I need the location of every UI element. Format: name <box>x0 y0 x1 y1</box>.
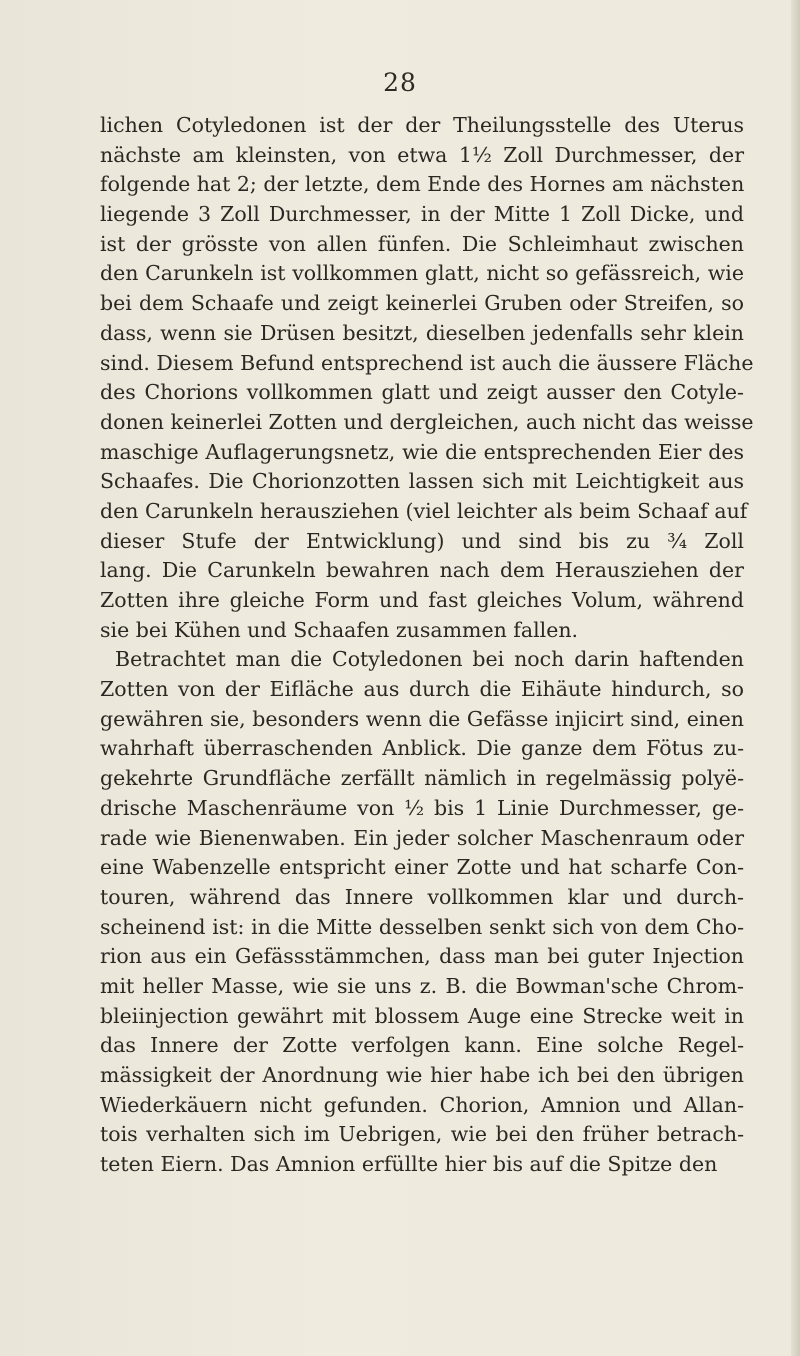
text-line: sind. Diesem Befund entsprechend ist auch die äussere Fläche <box>100 350 754 375</box>
text-line: Wiederkäuern nicht gefunden. Chorion, Amnion und Allan- <box>100 1092 744 1117</box>
text-line: gekehrte Grundfläche zerfällt nämlich in regelmässig polyë- <box>100 766 744 791</box>
text-line: ist der grösste von allen fünfen. Die Schleimhaut zwischen <box>100 231 744 256</box>
text-line: gewähren sie, besonders wenn die Gefässe injicirt sind, einen <box>100 706 744 731</box>
text-line: den Carunkeln herausziehen (viel leichter als beim Schaaf auf <box>100 498 748 523</box>
text-line: rade wie Bienenwaben. Ein jeder solcher Maschenraum oder <box>100 825 744 850</box>
text-line: folgende hat 2; der letzte, dem Ende des Hornes am nächsten <box>100 172 745 197</box>
page-edge-shadow <box>791 0 800 1356</box>
text-line: wahrhaft überraschenden Anblick. Die ganze dem Fötus zu- <box>100 736 744 761</box>
text-line: liegende 3 Zoll Durchmesser, in der Mitte 1 Zoll Dicke, und <box>100 202 744 227</box>
text-line: sie bei Kühen und Schaafen zusammen fallen. <box>100 617 579 642</box>
text-line: rion aus ein Gefässstämmchen, dass man bei guter Injection <box>100 944 744 969</box>
text-line: Schaafes. Die Chorionzotten lassen sich mit Leichtigkeit aus <box>100 469 744 494</box>
text-line: bei dem Schaafe und zeigt keinerlei Gruben oder Streifen, so <box>100 291 744 316</box>
text-line: maschige Auflagerungsnetz, wie die entsprechenden Eier des <box>100 439 744 464</box>
page-number: 28 <box>383 68 417 97</box>
text-line: das Innere der Zotte verfolgen kann. Eine solche Regel- <box>100 1033 744 1058</box>
text-line: eine Wabenzelle entspricht einer Zotte und hat scharfe Con- <box>100 855 744 880</box>
text-line: Betrachtet man die Cotyledonen bei noch darin haftenden <box>115 647 744 672</box>
text-line: mässigkeit der Anordnung wie hier habe ich bei den übrigen <box>100 1063 744 1087</box>
text-line: nächste am kleinsten, von etwa 1½ Zoll Durchmesser, der <box>100 142 744 167</box>
text-line: Zotten ihre gleiche Form und fast gleiches Volum, während <box>100 588 744 612</box>
body-text <box>100 111 754 1180</box>
text-line: den Carunkeln ist vollkommen glatt, nicht so gefässreich, wie <box>100 261 744 286</box>
text-line: dieser Stufe der Entwicklung) und sind bis zu ¾ Zoll <box>100 528 744 553</box>
text-line: bleiinjection gewährt mit blossem Auge eine Strecke weit in <box>100 1003 744 1028</box>
text-line: dass, wenn sie Drüsen besitzt, dieselben jedenfalls sehr klein <box>100 320 744 345</box>
text-line: des Chorions vollkommen glatt und zeigt ausser den Cotyle- <box>100 380 744 405</box>
text-line: touren, während das Innere vollkommen klar und durch- <box>100 884 744 909</box>
text-line: lichen Cotyledonen ist der der Theilungsstelle des Uterus <box>100 113 744 137</box>
text-line: drische Maschenräume von ½ bis 1 Linie Durchmesser, ge- <box>100 795 744 820</box>
text-line: Zotten von der Eifläche aus durch die Eihäute hindurch, so <box>100 677 744 702</box>
text-line: donen keinerlei Zotten und dergleichen, auch nicht das weisse <box>100 409 754 434</box>
text-line: tois verhalten sich im Uebrigen, wie bei den früher betrach- <box>100 1122 744 1147</box>
text-line: scheinend ist: in die Mitte desselben senkt sich von dem Cho- <box>100 914 744 939</box>
text-line: lang. Die Carunkeln bewahren nach dem Herausziehen der <box>100 558 744 583</box>
text-line: mit heller Masse, wie sie uns z. B. die Bowman'sche Chrom- <box>100 973 744 998</box>
text-line: teten Eiern. Das Amnion erfüllte hier bis auf die Spitze den <box>100 1152 718 1177</box>
